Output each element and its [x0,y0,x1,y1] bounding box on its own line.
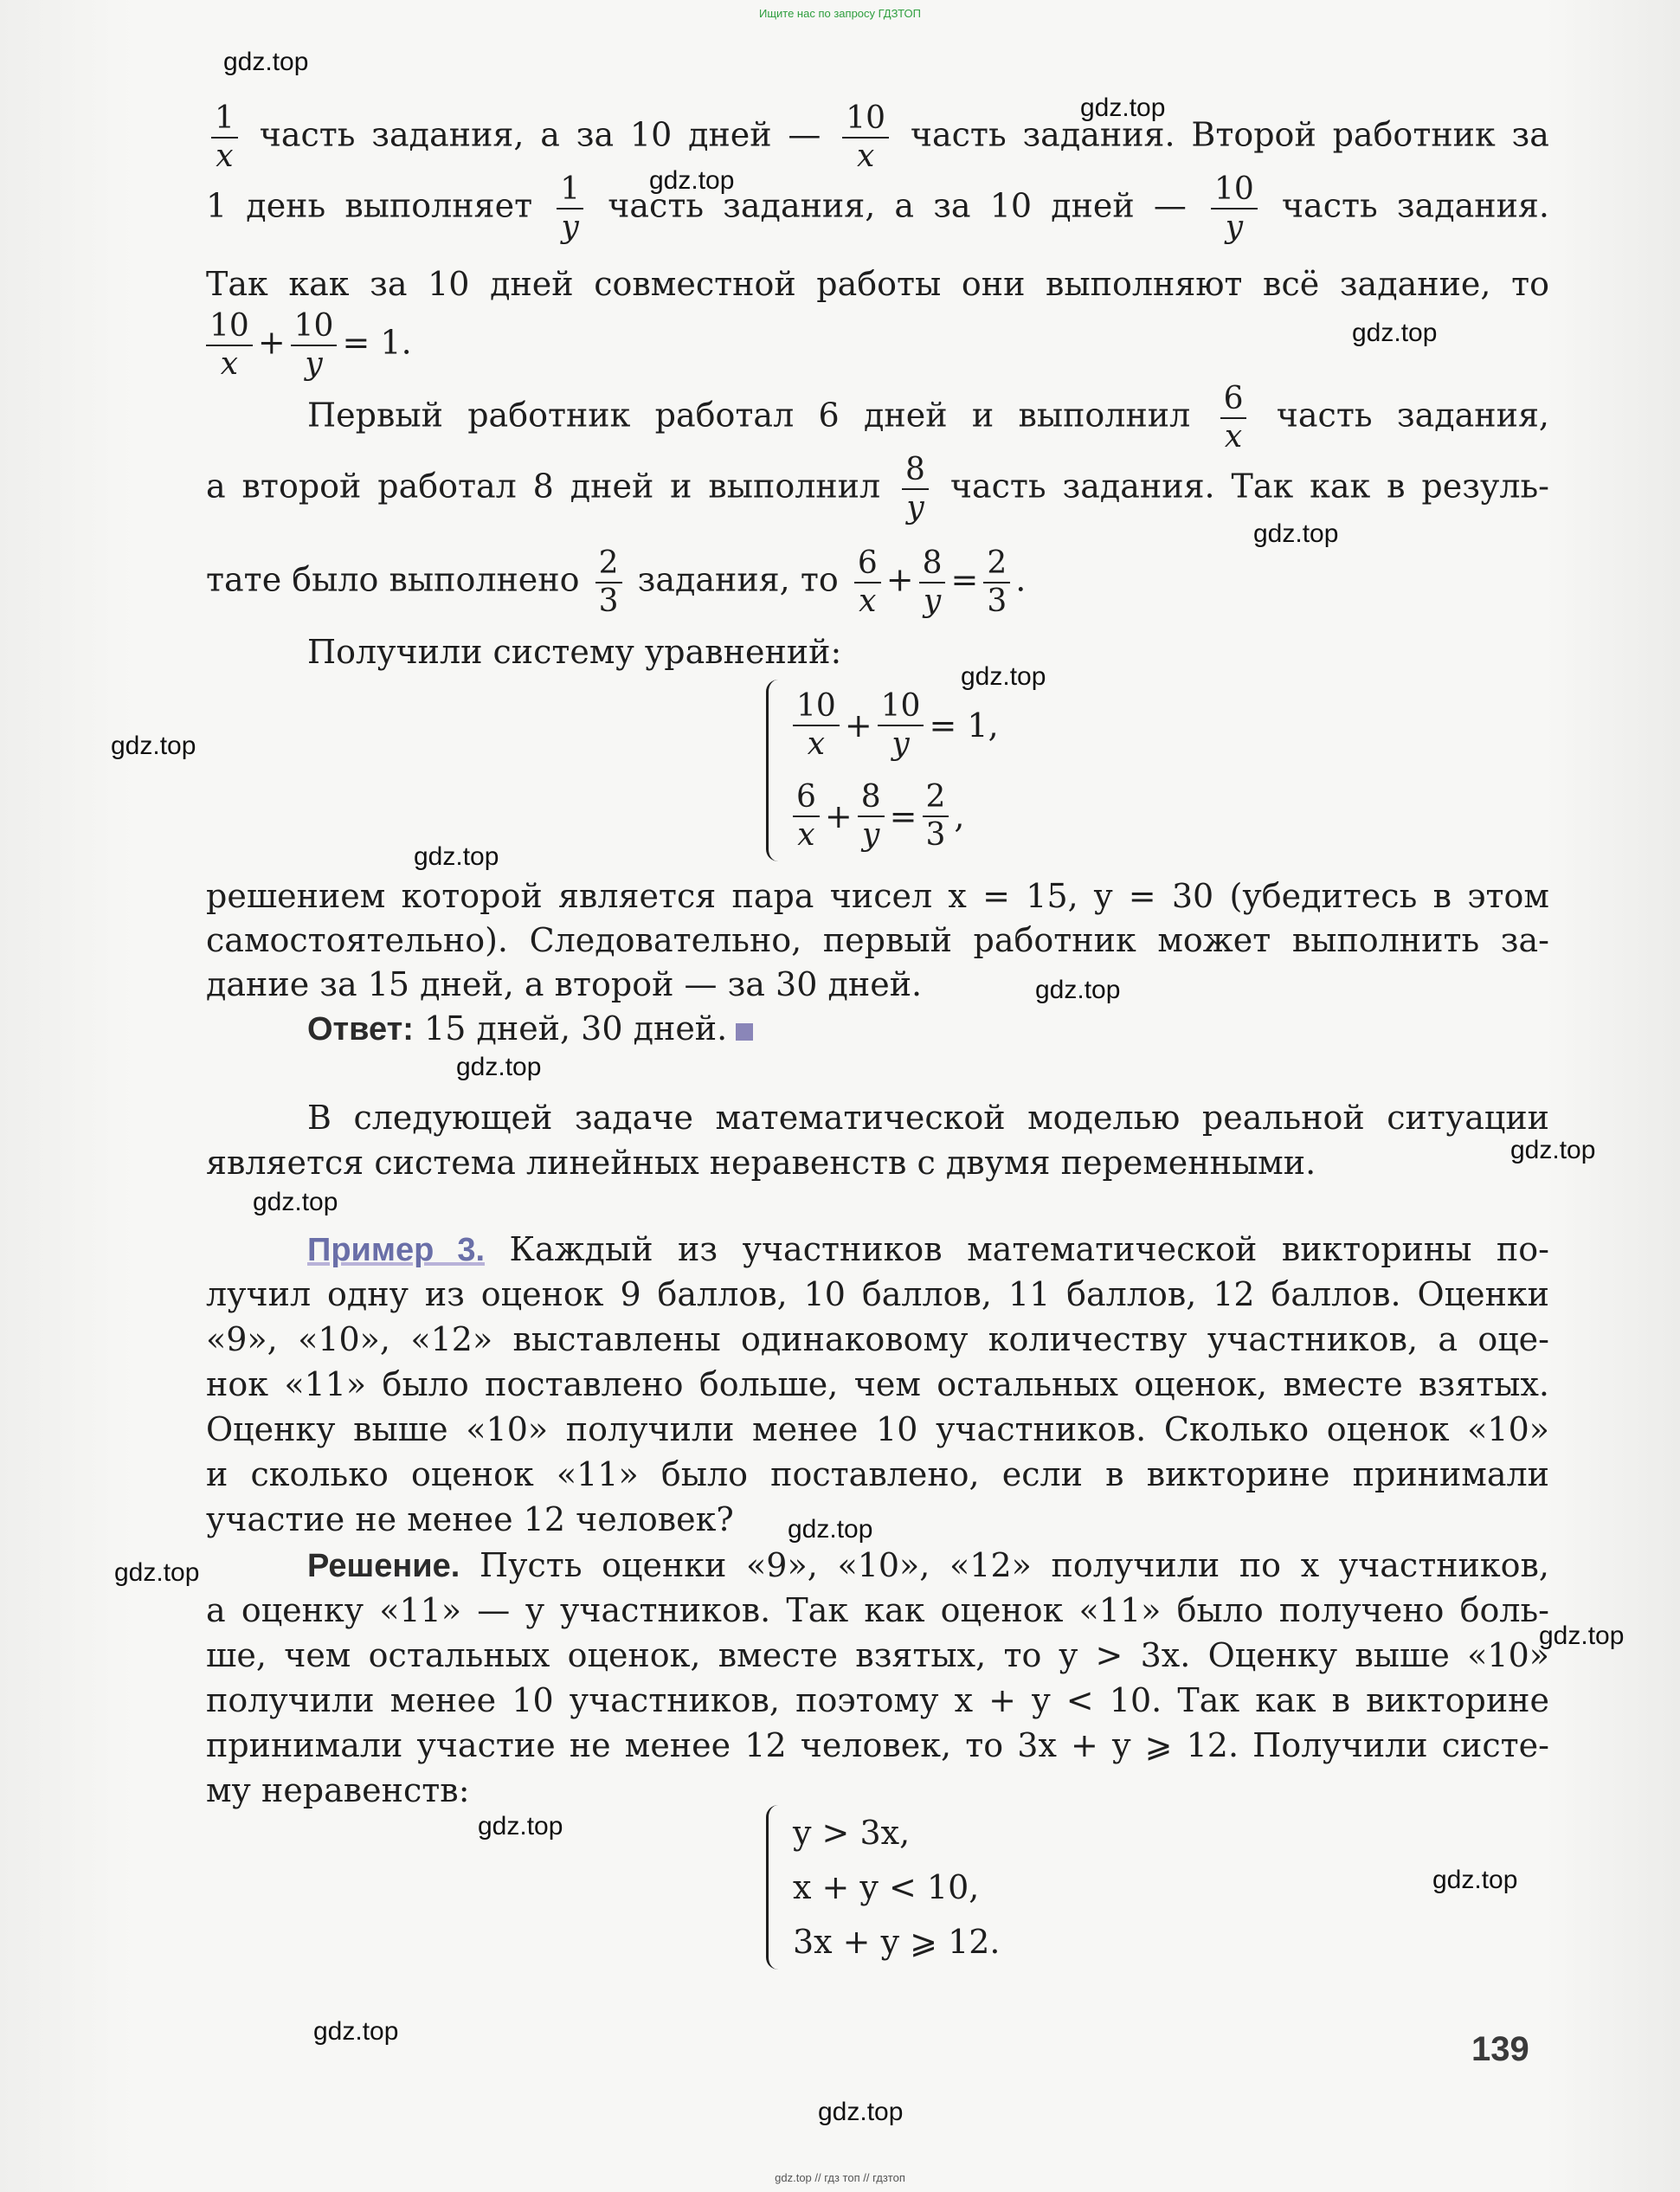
text-line: а второй работал 8 дней и выполнил $\frac{8}{y}$ часть задания. Так как в резуль- [206,452,1550,525]
watermark: gdz.top [114,1558,200,1587]
text-line: является система линейных неравенств с двумя переменными. [206,1144,1316,1182]
text-line: лучил одну из оценок 9 баллов, 10 баллов, 11 баллов, 12 баллов. Оценки [206,1275,1549,1313]
watermark: gdz.top [478,1812,563,1841]
fraction: $\frac{10}{y}$ [291,310,338,381]
brace [766,680,782,861]
system-row: $\frac{6}{x}$ + $\frac{8}{y}$ = $\frac{2}{3}$ , [793,781,999,852]
watermark: gdz.top [649,166,735,195]
watermark: gdz.top [111,732,196,760]
system-row: $\frac{10}{x}$ + $\frac{10}{y}$ = 1, [793,690,999,761]
text-line: му неравенств: [206,1771,470,1809]
system-row: 3x + y ⩾ 12. [793,1923,1001,1962]
answer-line: Ответ: 15 дней, 30 дней. [307,1009,1651,1049]
text-line: Так как за 10 дней совместной работы они выполняют всё задание, то [206,265,1549,303]
equation-line: $\frac{10}{x}$ + $\frac{10}{y}$ = 1. [206,310,1549,381]
watermark: gdz.top [1253,519,1339,548]
text-line: и сколько оценок «11» было поставлено, если в викторине принимали [206,1455,1549,1493]
text-line: 1 день выполняет $\frac{1}{y}$ часть задания, а за 10 дней — $\frac{10}{y}$ часть задания. [206,171,1549,245]
text-line: участие не менее 12 человек? [206,1500,734,1538]
watermark: gdz.top [313,2017,399,2046]
watermark: gdz.top [961,662,1046,691]
fraction: $\frac{10}{y}$ [1211,173,1258,244]
fraction: $\frac{10}{y}$ [878,690,924,761]
watermark: gdz.top [1080,93,1166,122]
watermark: gdz.top [1035,976,1121,1004]
watermark: gdz.top [253,1188,338,1216]
header-note: Ищите нас по запросу ГДЗТОП [758,7,921,20]
solution-label: Решение. [307,1548,460,1584]
text-line: «9», «10», «12» выставлены одинаковому количеству участников, а оце- [206,1320,1549,1358]
equation-system [766,680,999,861]
text-line: Пример 3. Каждый из участников математической викторины по- [307,1230,1549,1268]
watermark: gdz.top [1510,1136,1596,1164]
watermark: gdz.top [1352,319,1438,347]
answer-label: Ответ: [307,1011,414,1048]
fraction: $\frac{6}{x}$ [1220,383,1247,454]
watermark: gdz.top [456,1053,542,1081]
fraction: $\frac{2}{3}$ [983,547,1010,618]
text-line: самостоятельно). Следовательно, первый работник может выполнить за- [206,921,1549,959]
page-number: 139 [1471,2030,1529,2068]
text-line: В следующей задаче математической моделью реальной ситуации [307,1099,1549,1137]
text-line: Первый работник работал 6 дней и выполнил $\frac{6}{x}$ часть задания, [307,381,1549,455]
text-line: а оценку «11» — y участников. Так как оценок «11» было получено боль- [206,1591,1549,1629]
fraction: $\frac{2}{3}$ [923,781,949,852]
fraction: $\frac{10}{x}$ [793,690,840,761]
fraction: $\frac{1}{x}$ [211,102,238,173]
watermark: gdz.top [1539,1621,1625,1650]
text-line: нок «11» было поставлено больше, чем остальных оценок, вместе взятых. [206,1365,1549,1403]
fraction: $\frac{8}{y}$ [902,454,929,525]
fraction: $\frac{8}{y}$ [858,781,885,852]
text-line: ше, чем остальных оценок, вместе взятых, то y > 3x. Оценку выше «10» [206,1636,1549,1674]
inequality-system [766,1805,1001,1970]
fraction: $\frac{1}{y}$ [557,173,583,244]
fraction: $\frac{10}{x}$ [842,102,889,173]
text-line: Оценку выше «10» получили менее 10 участников. Сколько оценок «10» [206,1410,1549,1448]
watermark: gdz.top [414,842,499,871]
fraction: $\frac{2}{3}$ [595,547,622,618]
text-line: получили менее 10 участников, поэтому x + y < 10. Так как в викторине [206,1681,1549,1719]
footer-note: gdz.top // гдз топ // гдзтоп [775,2171,905,2184]
text-line: дание за 15 дней, а второй — за 30 дней. [206,965,923,1003]
watermark: gdz.top [818,2098,904,2126]
fraction: $\frac{6}{x}$ [854,547,881,618]
fraction: $\frac{6}{x}$ [793,781,820,852]
watermark: gdz.top [223,48,309,76]
text-line: тате было выполнено $\frac{2}{3}$ задания, то $\frac{6}{x}$ + $\frac{8}{y}$ = $\frac{2}{3}$ . [206,545,1027,619]
text-line: Получили систему уравнений: [307,633,842,671]
text-line: $\frac{1}{x}$ часть задания, а за 10 дней — $\frac{10}{x}$ часть задания. Второй работник за [206,102,1549,173]
system-row: x + y < 10, [793,1867,980,1906]
watermark: gdz.top [1432,1866,1518,1894]
text-line: решением которой является пара чисел x = 15, y = 30 (убедитесь в этом [206,877,1549,915]
brace [766,1805,782,1970]
system-row: y > 3x, [793,1813,911,1852]
fraction: $\frac{8}{y}$ [919,547,946,618]
watermark: gdz.top [788,1515,873,1544]
text-line: принимали участие не менее 12 человек, то 3x + y ⩾ 12. Получили систе- [206,1726,1550,1764]
end-of-example-icon [736,1023,753,1041]
text-line: Решение. Пусть оценки «9», «10», «12» получили по x участников, [307,1546,1549,1584]
example-label: Пример 3. [307,1232,486,1268]
fraction: $\frac{10}{x}$ [206,310,253,381]
